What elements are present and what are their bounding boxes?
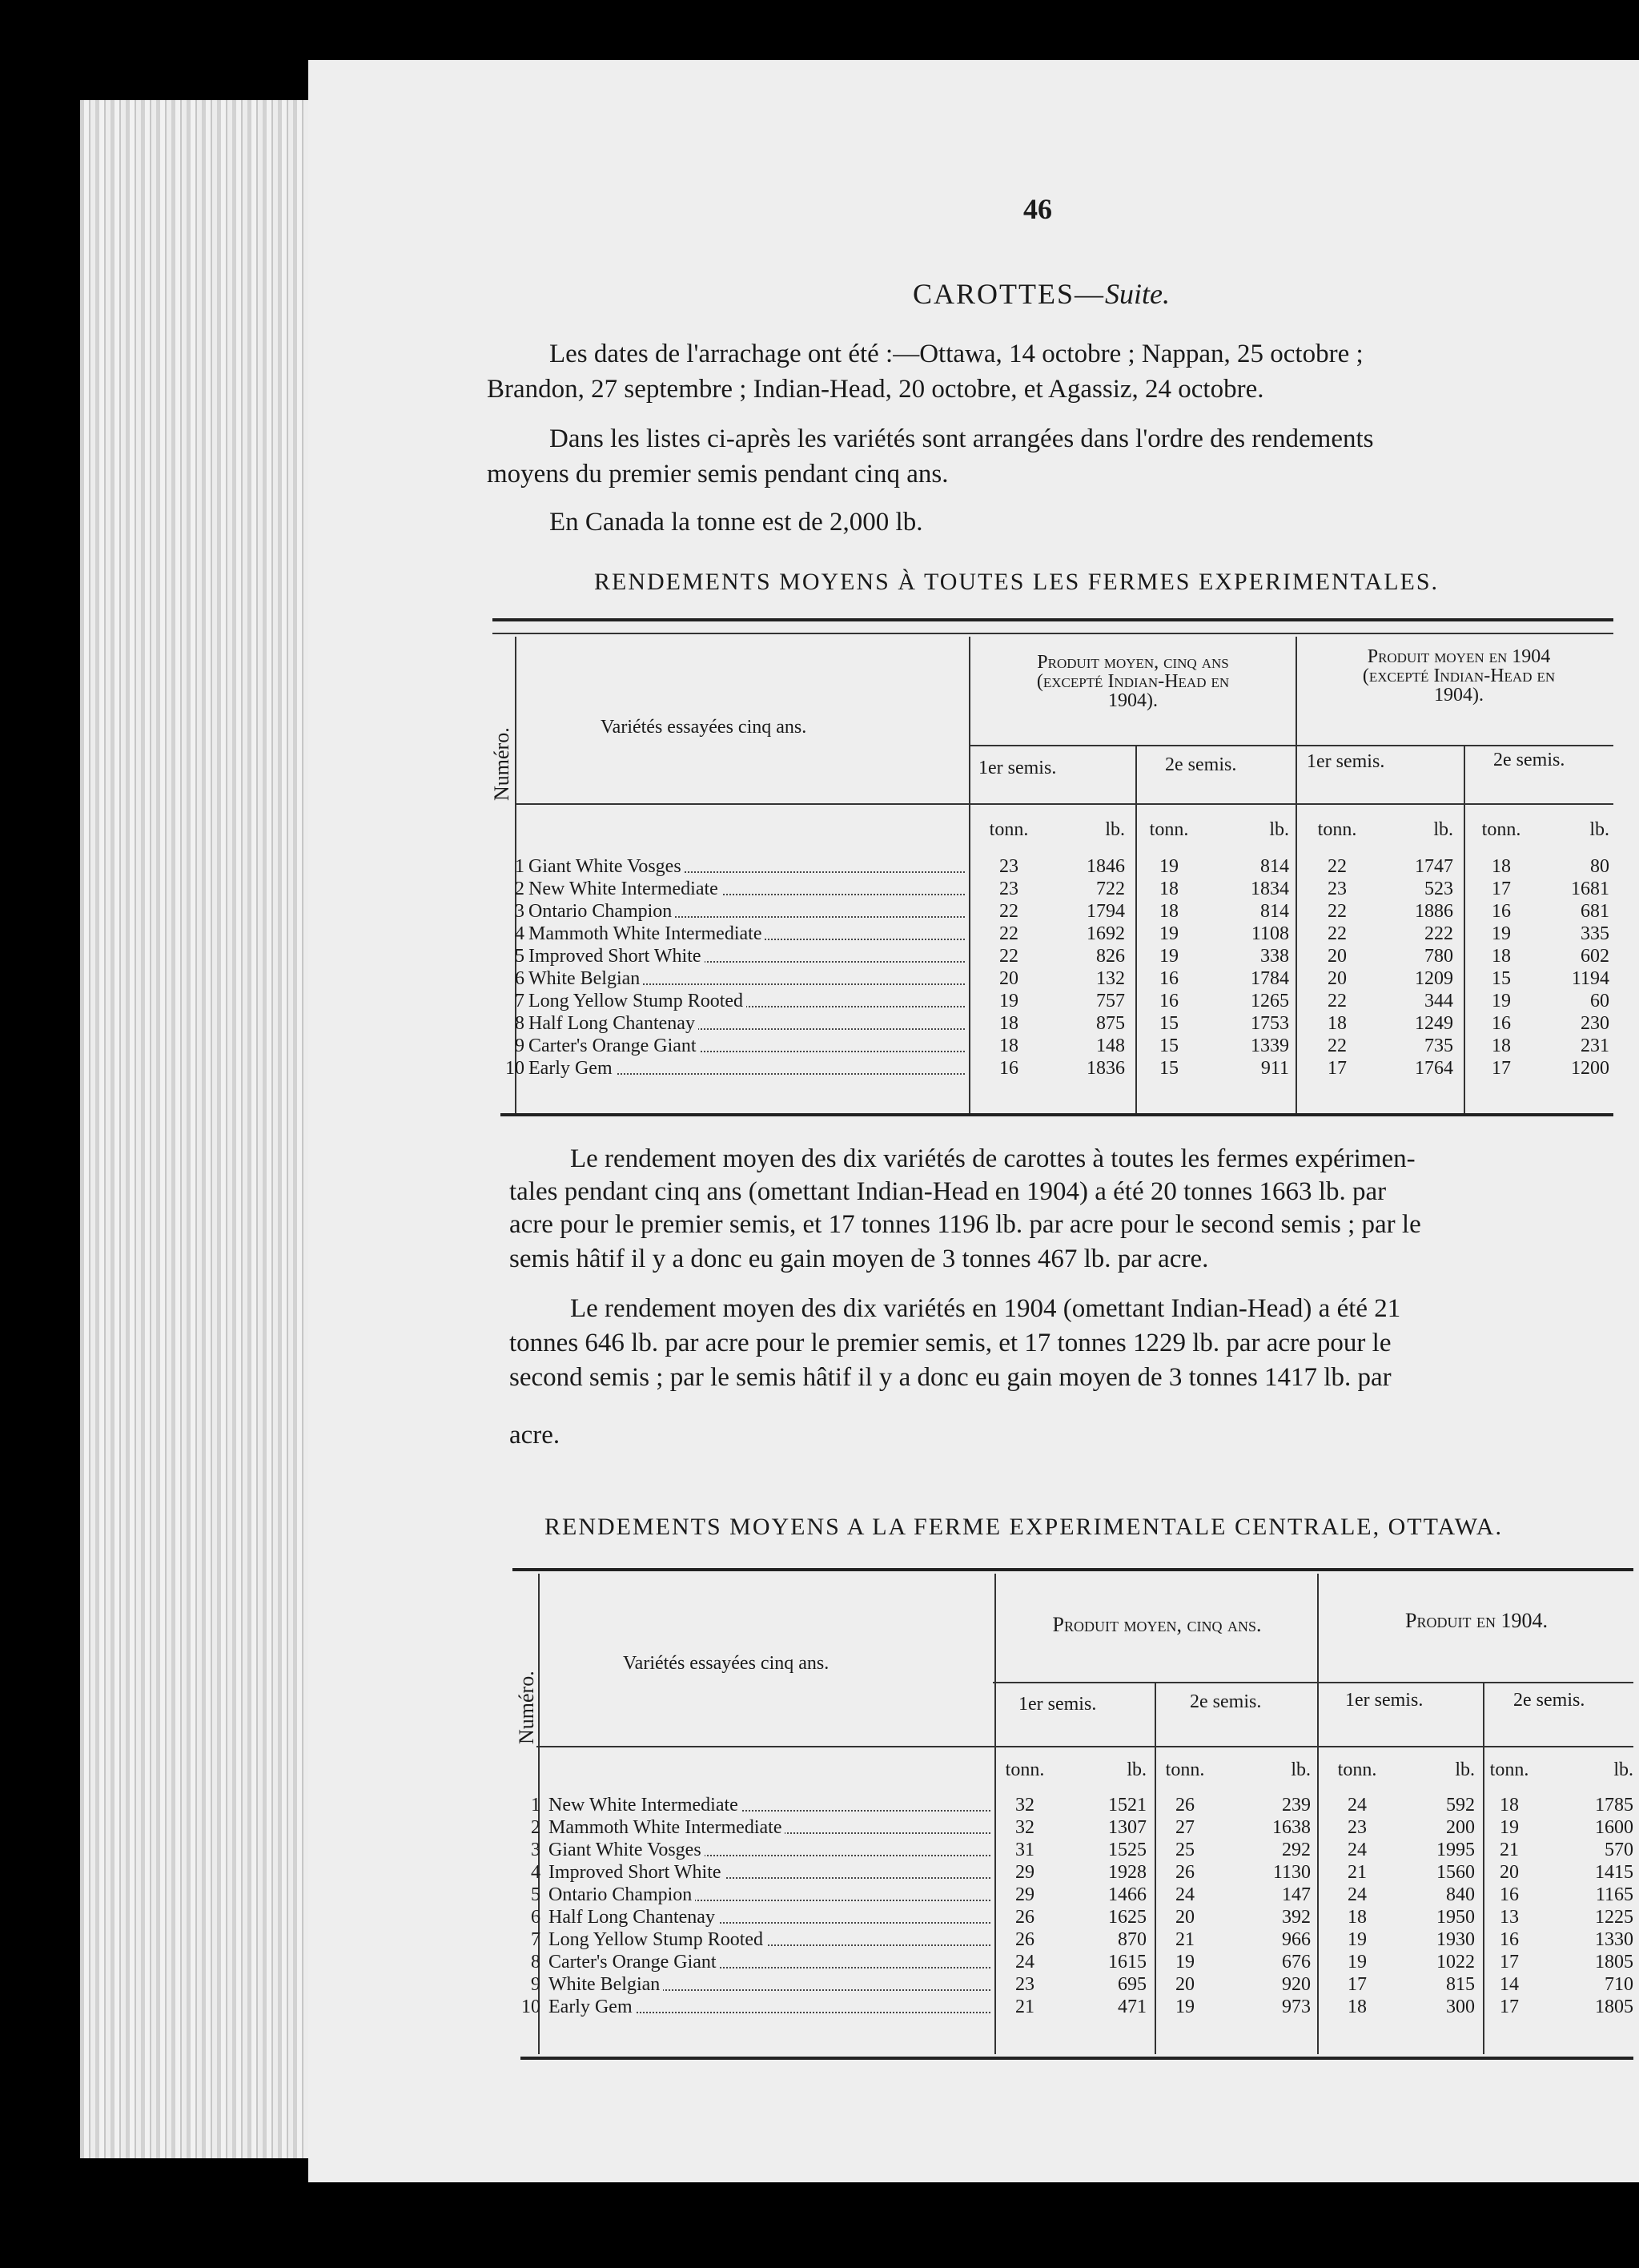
tonn-value: 20: [1175, 1974, 1195, 1995]
table2-sub-rule: [993, 1682, 1633, 1683]
lb-value: 1625: [1108, 1907, 1147, 1928]
variety-name: Improved Short White: [548, 1861, 725, 1884]
lb-value: 147: [1282, 1884, 1311, 1905]
lb-value: 722: [1096, 879, 1125, 899]
variety-name: Giant White Vosges: [548, 1839, 705, 1861]
table2-unit-lb: lb.: [1291, 1759, 1311, 1780]
tonn-value: 22: [1328, 923, 1347, 944]
table1-sub4: 2e semis.: [1493, 750, 1565, 770]
tonn-value: 23: [1348, 1817, 1367, 1838]
lb-value: 1995: [1436, 1840, 1475, 1860]
tonn-value: 32: [1015, 1795, 1034, 1816]
lb-value: 1805: [1595, 1952, 1633, 1972]
table2-col-numero: Numéro.: [515, 1671, 538, 1744]
lb-value: 1225: [1595, 1907, 1633, 1928]
lb-value: 335: [1581, 923, 1609, 944]
variety-name: Improved Short White: [528, 945, 705, 967]
table2-bottom-rule: [520, 2057, 1633, 2060]
tonn-value: 24: [1348, 1840, 1367, 1860]
lb-value: 570: [1605, 1840, 1633, 1860]
lb-value: 148: [1096, 1035, 1125, 1056]
tonn-value: 16: [1492, 901, 1511, 922]
variety-name: Carter's Orange Giant: [548, 1951, 720, 1973]
table2-unit-tonn: tonn.: [1005, 1759, 1045, 1780]
lb-value: 1209: [1415, 968, 1453, 989]
lb-value: 1330: [1595, 1929, 1633, 1950]
lb-value: 1805: [1595, 1997, 1633, 2017]
lb-value: 1194: [1571, 968, 1609, 989]
table1-sub1: 1er semis.: [978, 758, 1057, 778]
tonn-value: 19: [1159, 946, 1179, 967]
table1-sub-rule: [969, 745, 1613, 746]
tonn-value: 20: [1328, 946, 1347, 967]
table2-unit-tonn: tonn.: [1165, 1759, 1205, 1780]
intro-p1-line1: Les dates de l'arrachage ont été :—Ottawa, 14 octobre ; Nappan, 25 octobre ;: [549, 340, 1364, 368]
lb-value: 344: [1424, 991, 1453, 1011]
table1-top-rule: [492, 618, 1613, 621]
lb-value: 1249: [1415, 1013, 1453, 1034]
variety-name: New White Intermediate: [548, 1794, 741, 1816]
tonn-value: 18: [1328, 1013, 1347, 1034]
tonn-value: 13: [1500, 1907, 1519, 1928]
lb-value: 870: [1118, 1929, 1147, 1950]
tonn-value: 23: [999, 856, 1018, 877]
tonn-value: 27: [1175, 1817, 1195, 1838]
variety-name: New White Intermediate: [528, 878, 721, 900]
intro-p2-line2: moyens du premier semis pendant cinq ans.: [487, 460, 949, 489]
middle-p4-line2: tales pendant cinq ans (omettant Indian-Head en 1904) a été 20 tonnes 1663 lb. par: [509, 1177, 1387, 1206]
lb-value: 1022: [1436, 1952, 1475, 1972]
tonn-value: 31: [1015, 1840, 1034, 1860]
variety-name: Long Yellow Stump Rooted: [528, 990, 746, 1012]
tonn-value: 22: [1328, 991, 1347, 1011]
lb-value: 1794: [1087, 901, 1125, 922]
intro-p3: En Canada la tonne est de 2,000 lb.: [549, 508, 923, 537]
table1-unit-tonn: tonn.: [989, 819, 1029, 840]
tonn-value: 18: [999, 1013, 1018, 1034]
row-number: 1: [531, 1795, 540, 1816]
lb-value: 602: [1581, 946, 1609, 967]
tonn-value: 22: [1328, 856, 1347, 877]
lb-value: 60: [1590, 991, 1609, 1011]
tonn-value: 19: [1159, 856, 1179, 877]
tonn-value: 26: [1015, 1907, 1034, 1928]
table1-vline-d: [1296, 637, 1297, 1113]
lb-value: 1307: [1108, 1817, 1147, 1838]
tonn-value: 25: [1175, 1840, 1195, 1860]
lb-value: 1784: [1251, 968, 1289, 989]
tonn-value: 20: [999, 968, 1018, 989]
lb-value: 1466: [1108, 1884, 1147, 1905]
table1-vline-e: [1464, 745, 1465, 1113]
tonn-value: 18: [1159, 901, 1179, 922]
tonn-value: 24: [1348, 1884, 1367, 1905]
lb-value: 911: [1260, 1058, 1289, 1079]
variety-name: Early Gem: [548, 1996, 636, 2018]
tonn-value: 18: [1500, 1795, 1519, 1816]
variety-name: Mammoth White Intermediate: [528, 923, 765, 945]
lb-value: 875: [1096, 1013, 1125, 1034]
tonn-value: 17: [1348, 1974, 1367, 1995]
row-number: 5: [531, 1884, 540, 1905]
page-stack-edges: [80, 100, 320, 2158]
row-number: 8: [515, 1013, 524, 1034]
variety-name: White Belgian: [528, 967, 643, 990]
variety-name: Half Long Chantenay: [548, 1906, 718, 1928]
tonn-value: 15: [1492, 968, 1511, 989]
tonn-value: 21: [1500, 1840, 1519, 1860]
row-number: 2: [531, 1817, 540, 1838]
lb-value: 1785: [1595, 1795, 1633, 1816]
middle-p5-line4: acre.: [509, 1421, 560, 1450]
tonn-value: 24: [1175, 1884, 1195, 1905]
tonn-value: 29: [1015, 1862, 1034, 1883]
row-number: 10: [521, 1997, 540, 2017]
table1-head-rule: [515, 803, 1613, 805]
variety-name: Mammoth White Intermediate: [548, 1816, 785, 1839]
tonn-value: 19: [1500, 1817, 1519, 1838]
row-number: 4: [531, 1862, 540, 1883]
lb-value: 231: [1581, 1035, 1609, 1056]
tonn-value: 16: [1500, 1929, 1519, 1950]
lb-value: 757: [1096, 991, 1125, 1011]
tonn-value: 26: [1175, 1795, 1195, 1816]
table2-sub2: 2e semis.: [1190, 1691, 1262, 1712]
tonn-value: 16: [1492, 1013, 1511, 1034]
table2-unit-lb: lb.: [1127, 1759, 1147, 1780]
tonn-value: 15: [1159, 1035, 1179, 1056]
tonn-value: 22: [999, 923, 1018, 944]
tonn-value: 22: [999, 901, 1018, 922]
tonn-value: 19: [1348, 1929, 1367, 1950]
table2-unit-lb: lb.: [1455, 1759, 1475, 1780]
tonn-value: 15: [1159, 1013, 1179, 1034]
table1-unit-lb: lb.: [1433, 819, 1453, 840]
row-number: 9: [531, 1974, 540, 1995]
middle-p5-line3: second semis ; par le semis hâtif il y a donc eu gain moyen de 3 tonnes 1417 lb. par: [509, 1363, 1392, 1392]
lb-value: 1692: [1087, 923, 1125, 944]
variety-name: Ontario Champion: [548, 1884, 695, 1906]
tonn-value: 18: [1348, 1907, 1367, 1928]
lb-value: 966: [1282, 1929, 1311, 1950]
lb-value: 1600: [1595, 1817, 1633, 1838]
tonn-value: 16: [999, 1058, 1018, 1079]
lb-value: 681: [1581, 901, 1609, 922]
lb-value: 1638: [1272, 1817, 1311, 1838]
tonn-value: 17: [1500, 1952, 1519, 1972]
tonn-value: 23: [1328, 879, 1347, 899]
middle-p4-line4: semis hâtif il y a donc eu gain moyen de 3 tonnes 467 lb. par acre.: [509, 1245, 1209, 1273]
tonn-value: 21: [1015, 1997, 1034, 2017]
tonn-value: 22: [1328, 901, 1347, 922]
tonn-value: 24: [1348, 1795, 1367, 1816]
tonn-value: 23: [1015, 1974, 1034, 1995]
tonn-value: 19: [1492, 991, 1511, 1011]
row-number: 6: [515, 968, 524, 989]
lb-value: 1928: [1108, 1862, 1147, 1883]
table1-group1-header: Produit moyen, cinq ans (excepté Indian-Head en 1904).: [1036, 652, 1230, 711]
tonn-value: 32: [1015, 1817, 1034, 1838]
lb-value: 920: [1282, 1974, 1311, 1995]
lb-value: 80: [1590, 856, 1609, 877]
variety-name: Giant White Vosges: [528, 855, 685, 878]
variety-name: White Belgian: [548, 1973, 663, 1996]
row-number: 9: [515, 1035, 524, 1056]
lb-value: 815: [1446, 1974, 1475, 1995]
middle-p4-line1: Le rendement moyen des dix variétés de carottes à toutes les fermes expérimen-: [570, 1144, 1416, 1173]
lb-value: 814: [1260, 901, 1289, 922]
tonn-value: 19: [999, 991, 1018, 1011]
lb-value: 1615: [1108, 1952, 1147, 1972]
table2-sub3: 1er semis.: [1345, 1690, 1424, 1711]
tonn-value: 21: [1348, 1862, 1367, 1883]
lb-value: 1834: [1251, 879, 1289, 899]
lb-value: 1950: [1436, 1907, 1475, 1928]
tonn-value: 26: [1015, 1929, 1034, 1950]
table1-unit-tonn: tonn.: [1149, 819, 1189, 840]
variety-name: Long Yellow Stump Rooted: [548, 1928, 766, 1951]
lb-value: 392: [1282, 1907, 1311, 1928]
lb-value: 710: [1605, 1974, 1633, 1995]
tonn-value: 14: [1500, 1974, 1519, 1995]
middle-p4-line3: acre pour le premier semis, et 17 tonnes 1196 lb. par acre pour le second semis ; par le: [509, 1210, 1421, 1239]
tonn-value: 19: [1175, 1952, 1195, 1972]
table2-col-varietes: Variétés essayées cinq ans.: [623, 1653, 830, 1674]
tonn-value: 22: [999, 946, 1018, 967]
lb-value: 1265: [1251, 991, 1289, 1011]
middle-p5-line2: tonnes 646 lb. par acre pour le premier semis, et 17 tonnes 1229 lb. par acre pour le: [509, 1329, 1392, 1357]
tonn-value: 17: [1492, 879, 1511, 899]
tonn-value: 19: [1492, 923, 1511, 944]
row-number: 4: [515, 923, 524, 944]
table1-top-rule2: [492, 633, 1613, 634]
intro-p1-line2: Brandon, 27 septembre ; Indian-Head, 20 octobre, et Agassiz, 24 octobre.: [487, 375, 1264, 404]
lb-value: 840: [1446, 1884, 1475, 1905]
lb-value: 1108: [1251, 923, 1289, 944]
lb-value: 780: [1424, 946, 1453, 967]
tonn-value: 17: [1492, 1058, 1511, 1079]
variety-name: Half Long Chantenay: [528, 1012, 698, 1035]
lb-value: 1846: [1087, 856, 1125, 877]
variety-name: Early Gem: [528, 1057, 616, 1080]
row-number: 3: [515, 901, 524, 922]
lb-value: 735: [1424, 1035, 1453, 1056]
table1-sub3: 1er semis.: [1307, 751, 1385, 772]
lb-value: 200: [1446, 1817, 1475, 1838]
lb-value: 592: [1446, 1795, 1475, 1816]
tonn-value: 18: [1492, 946, 1511, 967]
lb-value: 1836: [1087, 1058, 1125, 1079]
tonn-value: 19: [1175, 1997, 1195, 2017]
table2-group2-header: Produit en 1904.: [1405, 1609, 1548, 1632]
intro-p2-line1: Dans les listes ci-après les variétés sont arrangées dans l'ordre des rendements: [549, 424, 1374, 453]
tonn-value: 16: [1159, 991, 1179, 1011]
table2-vline-d: [1317, 1574, 1319, 2054]
tonn-value: 22: [1328, 1035, 1347, 1056]
lb-value: 471: [1118, 1997, 1147, 2017]
row-number: 10: [505, 1058, 524, 1079]
lb-value: 1764: [1415, 1058, 1453, 1079]
table1-sub2: 2e semis.: [1165, 754, 1237, 775]
row-number: 7: [531, 1929, 540, 1950]
tonn-value: 19: [1159, 923, 1179, 944]
tonn-value: 26: [1175, 1862, 1195, 1883]
table2-head-rule: [536, 1746, 1633, 1747]
tonn-value: 20: [1328, 968, 1347, 989]
table1-col-numero: Numéro.: [490, 727, 513, 801]
table2-unit-lb: lb.: [1613, 1759, 1633, 1780]
row-number: 6: [531, 1907, 540, 1928]
lb-value: 230: [1581, 1013, 1609, 1034]
table1-heading: RENDEMENTS MOYENS À TOUTES LES FERMES EXPERIMENTALES.: [594, 569, 1440, 595]
lb-value: 222: [1424, 923, 1453, 944]
lb-value: 1521: [1108, 1795, 1147, 1816]
lb-value: 814: [1260, 856, 1289, 877]
table2-unit-tonn: tonn.: [1489, 1759, 1529, 1780]
tonn-value: 18: [999, 1035, 1018, 1056]
lb-value: 1747: [1415, 856, 1453, 877]
lb-value: 676: [1282, 1952, 1311, 1972]
tonn-value: 18: [1492, 856, 1511, 877]
lb-value: 1415: [1595, 1862, 1633, 1883]
variety-name: Ontario Champion: [528, 900, 675, 923]
middle-p5-line1: Le rendement moyen des dix variétés en 1904 (omettant Indian-Head) a été 21: [570, 1294, 1401, 1323]
table1-unit-lb: lb.: [1589, 819, 1609, 840]
lb-value: 1130: [1272, 1862, 1311, 1883]
lb-value: 695: [1118, 1974, 1147, 1995]
page-title: CAROTTES—Suite.: [913, 278, 1170, 310]
row-number: 8: [531, 1952, 540, 1972]
table2-sub4: 2e semis.: [1513, 1690, 1585, 1711]
table2-sub1: 1er semis.: [1018, 1694, 1097, 1715]
tonn-value: 24: [1015, 1952, 1034, 1972]
tonn-value: 18: [1492, 1035, 1511, 1056]
table1-unit-tonn: tonn.: [1481, 819, 1521, 840]
tonn-value: 29: [1015, 1884, 1034, 1905]
lb-value: 1560: [1436, 1862, 1475, 1883]
table1-bottom-rule: [500, 1113, 1613, 1116]
lb-value: 239: [1282, 1795, 1311, 1816]
lb-value: 1200: [1571, 1058, 1609, 1079]
tonn-value: 18: [1159, 879, 1179, 899]
table2-group1-header: Produit moyen, cinq ans.: [1052, 1613, 1262, 1636]
table2-unit-tonn: tonn.: [1337, 1759, 1377, 1780]
lb-value: 338: [1260, 946, 1289, 967]
tonn-value: 18: [1348, 1997, 1367, 2017]
row-number: 5: [515, 946, 524, 967]
lb-value: 1165: [1595, 1884, 1633, 1905]
lb-value: 132: [1096, 968, 1125, 989]
table1-vline-b: [969, 637, 970, 1113]
table1-unit-tonn: tonn.: [1317, 819, 1357, 840]
lb-value: 1753: [1251, 1013, 1289, 1034]
lb-value: 1930: [1436, 1929, 1475, 1950]
tonn-value: 17: [1328, 1058, 1347, 1079]
tonn-value: 20: [1175, 1907, 1195, 1928]
tonn-value: 16: [1500, 1884, 1519, 1905]
row-number: 7: [515, 991, 524, 1011]
row-number: 2: [515, 879, 524, 899]
tonn-value: 19: [1348, 1952, 1367, 1972]
tonn-value: 15: [1159, 1058, 1179, 1079]
table1-group2-header: Produit moyen en 1904 (excepté Indian-Head en 1904).: [1362, 646, 1556, 706]
lb-value: 826: [1096, 946, 1125, 967]
tonn-value: 23: [999, 879, 1018, 899]
table2-heading: RENDEMENTS MOYENS A LA FERME EXPERIMENTALE CENTRALE, OTTAWA.: [544, 1514, 1503, 1540]
table2-top-rule: [512, 1568, 1633, 1571]
tonn-value: 20: [1500, 1862, 1519, 1883]
lb-value: 292: [1282, 1840, 1311, 1860]
lb-value: 1525: [1108, 1840, 1147, 1860]
lb-value: 1339: [1251, 1035, 1289, 1056]
lb-value: 973: [1282, 1997, 1311, 2017]
variety-name: Carter's Orange Giant: [528, 1035, 700, 1057]
tonn-value: 16: [1159, 968, 1179, 989]
lb-value: 1886: [1415, 901, 1453, 922]
lb-value: 300: [1446, 1997, 1475, 2017]
lb-value: 1681: [1571, 879, 1609, 899]
row-number: 3: [531, 1840, 540, 1860]
page-number: 46: [1023, 193, 1052, 225]
table1-unit-lb: lb.: [1269, 819, 1289, 840]
lb-value: 523: [1424, 879, 1453, 899]
tonn-value: 21: [1175, 1929, 1195, 1950]
tonn-value: 17: [1500, 1997, 1519, 2017]
table1-col-varietes: Variétés essayées cinq ans.: [601, 717, 807, 738]
row-number: 1: [515, 856, 524, 877]
table1-unit-lb: lb.: [1105, 819, 1125, 840]
